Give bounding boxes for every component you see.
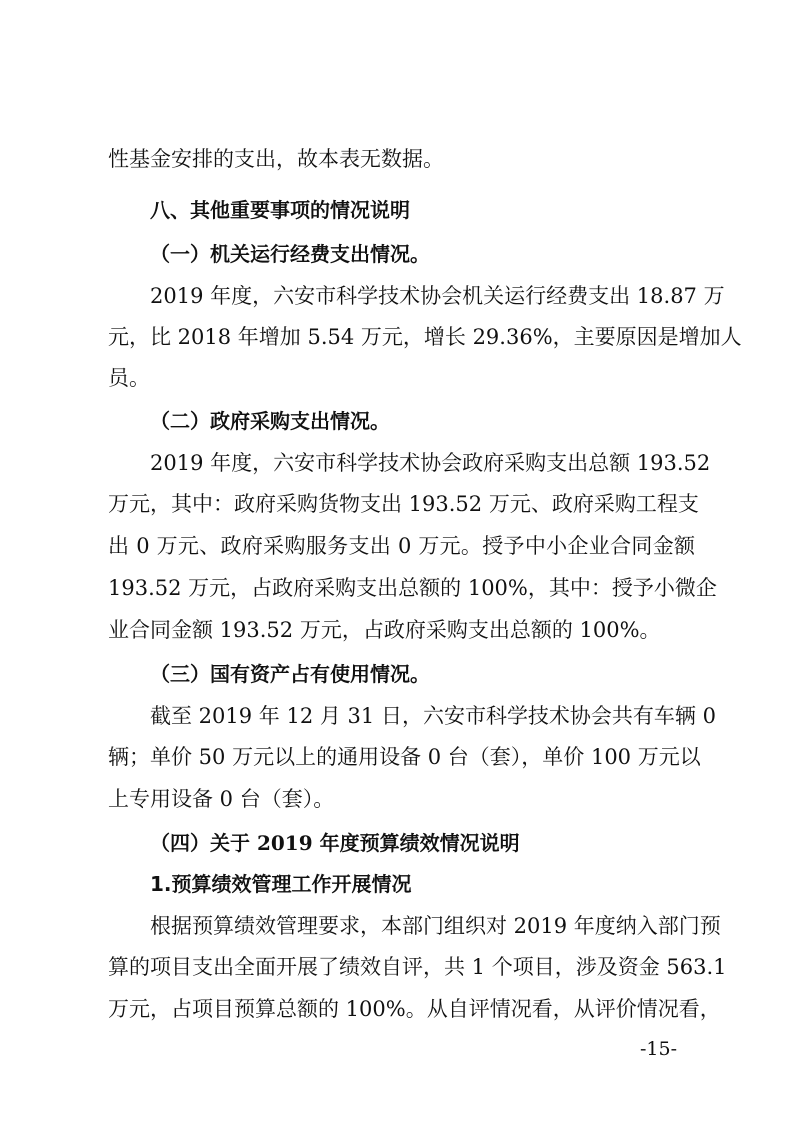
paragraph-line: 2019 年度，六安市科学技术协会政府采购支出总额 193.52: [150, 451, 711, 475]
subsection-heading: 1.预算绩效管理工作开展情况: [150, 872, 412, 896]
paragraph-line: 员。: [108, 366, 150, 390]
paragraph-line: 元，比 2018 年增加 5.54 万元，增长 29.36%，主要原因是增加人: [108, 325, 742, 349]
paragraph-line: 截至 2019 年 12 月 31 日，六安市科学技术协会共有车辆 0: [150, 704, 716, 728]
paragraph-line: 193.52 万元，占政府采购支出总额的 100%，其中：授予小微企: [108, 576, 717, 600]
subsection-heading: （二）政府采购支出情况。: [150, 409, 390, 433]
paragraph-line: 万元，占项目预算总额的 100%。从自评情况看，从评价情况看，: [108, 997, 721, 1021]
paragraph-line: 业合同金额 193.52 万元，占政府采购支出总额的 100%。: [108, 618, 661, 642]
paragraph-line: 2019 年度，六安市科学技术协会机关运行经费支出 18.87 万: [150, 284, 725, 308]
page-number: -15-: [640, 1038, 678, 1060]
subsection-heading: （一）机关运行经费支出情况。: [150, 242, 430, 266]
paragraph-line: 算的项目支出全面开展了绩效自评，共 1 个项目，涉及资金 563.1: [108, 955, 727, 979]
paragraph-line: 辆；单价 50 万元以上的通用设备 0 台（套），单价 100 万元以: [108, 745, 701, 769]
paragraph-line: 出 0 万元、政府采购服务支出 0 万元。授予中小企业合同金额: [108, 534, 695, 558]
subsection-heading: （三）国有资产占有使用情况。: [150, 662, 430, 686]
paragraph-line: 性基金安排的支出，故本表无数据。: [108, 147, 444, 171]
section-heading: 八、其他重要事项的情况说明: [150, 198, 410, 222]
paragraph-line: 根据预算绩效管理要求，本部门组织对 2019 年度纳入部门预: [150, 914, 721, 938]
paragraph-line: 万元，其中：政府采购货物支出 193.52 万元、政府采购工程支: [108, 492, 699, 516]
paragraph-line: 上专用设备 0 台（套）。: [108, 787, 335, 811]
subsection-heading: （四）关于 2019 年度预算绩效情况说明: [150, 831, 520, 855]
